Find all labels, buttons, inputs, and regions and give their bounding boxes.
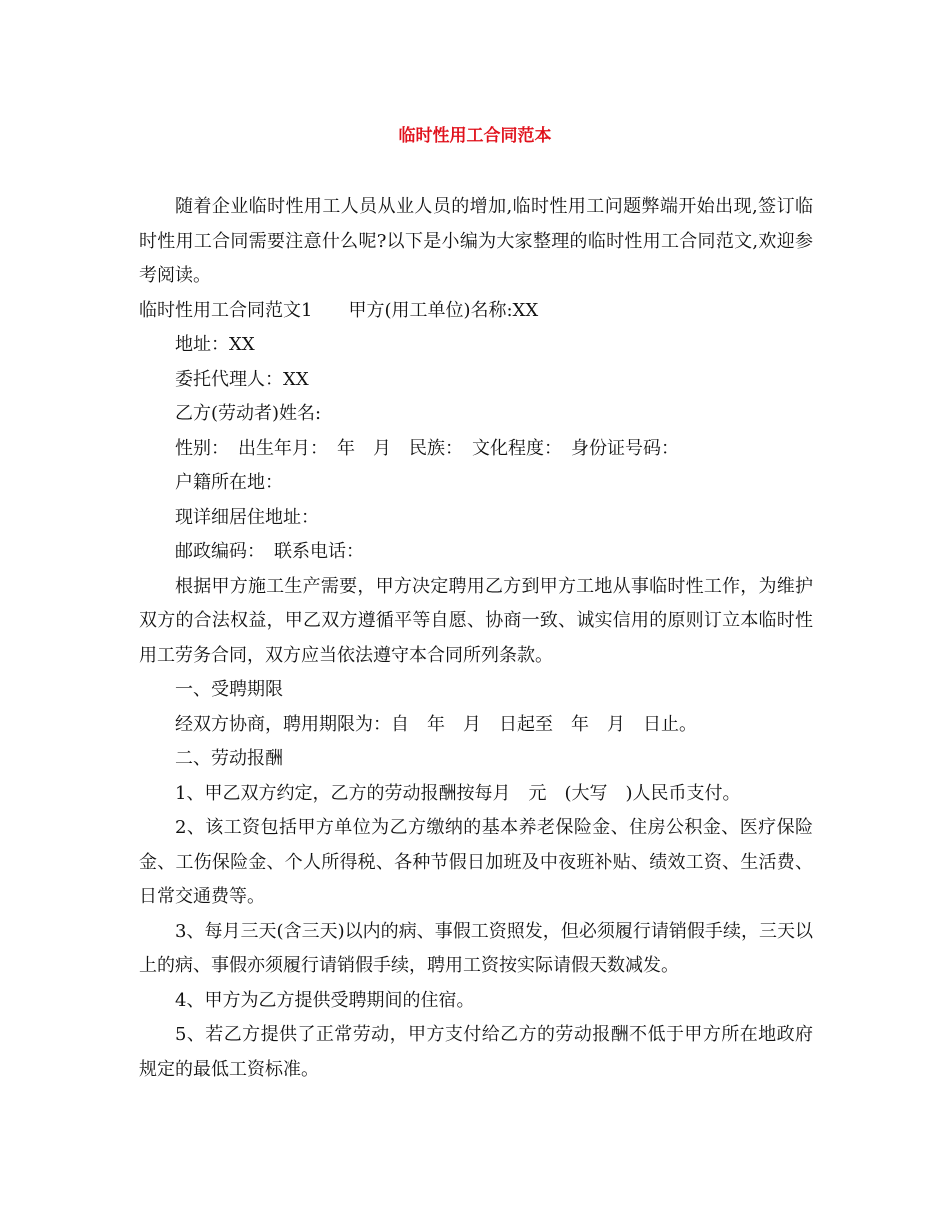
remuneration-clause-2: 2、该工资包括甲方单位为乙方缴纳的基本养老保险金、住房公积金、医疗保险金、工伤保险金、个人所得税、各种节假日加班及中夜班补贴、绩效工资、生活费、日常交通费等。 <box>139 817 813 907</box>
remuneration-clause-4: 4、甲方为乙方提供受聘期间的住宿。 <box>175 989 475 1011</box>
postal-phone-line: 邮政编码： 联系电话： <box>175 541 364 562</box>
contract-heading-line: 临时性用工合同范文1 甲方(用工单位)名称:XX <box>139 299 539 321</box>
remuneration-clause-1: 1、甲乙双方约定，乙方的劳动报酬按每月 元 (大写 )人民币支付。 <box>175 782 741 804</box>
address-line: 地址：XX <box>175 334 255 355</box>
personal-info-line: 性别： 出生年月： 年 月 民族： 文化程度： 身份证号码： <box>175 437 679 459</box>
document-title: 临时性用工合同范本 <box>398 126 552 146</box>
household-registration-line: 户籍所在地： <box>175 472 283 493</box>
purpose-paragraph: 根据甲方施工生产需要，甲方决定聘用乙方到甲方工地从事临时性工作，为维护双方的合法权益，甲乙双方遵循平等自愿、协商一致、诚实信用的原则订立本临时性用工劳务合同，双方应当依法遵守本合同所列条款。 <box>139 575 813 666</box>
section-heading-remuneration: 二、劳动报酬 <box>175 748 283 769</box>
party-b-name-line: 乙方(劳动者)姓名: <box>175 403 322 424</box>
remuneration-clause-3: 3、每月三天(含三天)以内的病、事假工资照发，但必须履行请销假手续，三天以上的病、事假亦须履行请销假手续，聘用工资按实际请假天数减发。 <box>139 920 813 976</box>
agent-line: 委托代理人：XX <box>175 368 309 390</box>
section-heading-term: 一、受聘期限 <box>175 679 283 700</box>
intro-paragraph: 随着企业临时性用工人员从业人员的增加,临时性用工问题弊端开始出现,签订临时性用工合同需要注意什么呢?以下是小编为大家整理的临时性用工合同范文,欢迎参考阅读。 <box>139 196 813 286</box>
residence-address-line: 现详细居住地址： <box>175 506 319 528</box>
term-paragraph: 经双方协商，聘用期限为：自 年 月 日起至 年 月 日止。 <box>175 713 697 735</box>
remuneration-clause-5: 5、若乙方提供了正常劳动，甲方支付给乙方的劳动报酬不低于甲方所在地政府规定的最低工资标准。 <box>139 1024 813 1080</box>
document-body <box>139 190 813 1087</box>
